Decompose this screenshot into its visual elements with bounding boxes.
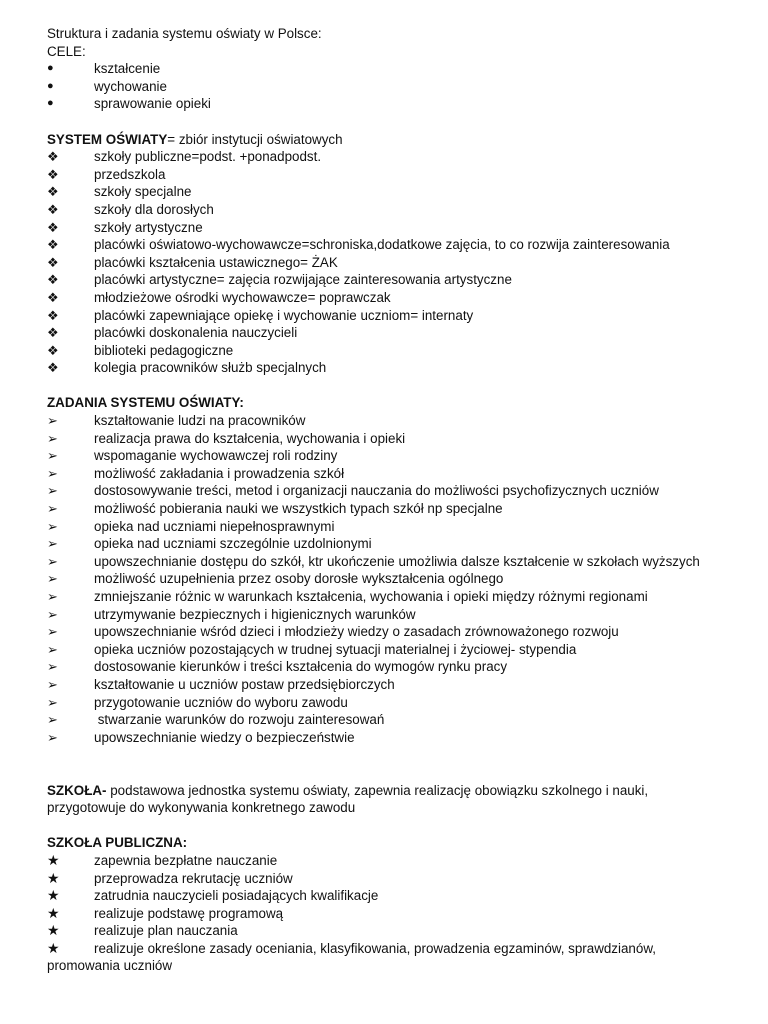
list-item (47, 148, 759, 166)
szkola-publiczna-list (47, 852, 759, 975)
arrow-bullet-icon: ➢ (47, 413, 58, 429)
list-item (47, 870, 759, 888)
list-item (47, 535, 759, 553)
document-page (47, 25, 759, 975)
list-item-text: szkoły artystyczne (94, 219, 203, 235)
list-item (47, 465, 759, 483)
list-item (47, 166, 759, 184)
arrow-bullet-icon: ➢ (47, 589, 58, 604)
star-bullet-icon: ★ (47, 851, 60, 868)
list-item-continuation: promowania uczniów (47, 958, 173, 974)
list-item (47, 307, 759, 325)
list-item (47, 606, 759, 624)
zadania-heading: ZADANIA SYSTEMU OŚWIATY: (47, 395, 244, 411)
list-item-text: przygotowanie uczniów do wyboru zawodu (94, 694, 348, 710)
list-item (47, 588, 759, 606)
system-list (47, 148, 759, 377)
diamond-bullet-icon: ❖ (47, 272, 59, 288)
system-heading-definition: = zbiór instytucji oświatowych (167, 131, 343, 147)
list-item-text: zapewnia bezpłatne nauczanie (94, 852, 278, 868)
list-item-text: przeprowadza rekrutację uczniów (94, 870, 293, 886)
list-item-text: sprawowanie opieki (94, 96, 211, 112)
list-item-text: kolegia pracowników służb specjalnych (94, 360, 327, 376)
list-item (47, 641, 759, 659)
system-heading (47, 131, 759, 149)
list-item (47, 254, 759, 272)
system-heading-term: SYSTEM OŚWIATY (47, 131, 168, 147)
list-item (47, 289, 759, 307)
list-item (47, 694, 759, 712)
list-item (47, 905, 759, 923)
list-item-text: placówki zapewniające opiekę i wychowanie uczniom= internaty (94, 307, 474, 323)
list-item-text: zatrudnia nauczycieli posiadających kwalifikacje (94, 888, 379, 904)
diamond-bullet-icon: ❖ (47, 201, 59, 217)
list-item-text: dostosowanie kierunków i treści kształcenia do wymogów rynku pracy (94, 659, 508, 675)
diamond-bullet-icon: ❖ (47, 360, 59, 376)
list-item-text: realizuje podstawę programową (94, 905, 284, 921)
list-item-text: możliwość pobierania nauki we wszystkich typach szkół np specjalne (94, 501, 503, 517)
list-item-text: biblioteki pedagogiczne (94, 342, 234, 358)
list-item (47, 711, 759, 729)
list-item-text: placówki kształcenia ustawicznego= ŻAK (94, 254, 338, 270)
arrow-bullet-icon: ➢ (47, 729, 58, 745)
arrow-bullet-icon: ➢ (47, 571, 58, 587)
list-item-text: realizacja prawa do kształcenia, wychowania i opieki (94, 430, 406, 446)
circle-bullet-icon: ● (47, 79, 54, 92)
list-item (47, 78, 759, 96)
list-item (47, 500, 759, 518)
list-item (47, 729, 759, 747)
circle-bullet-icon: ● (47, 62, 54, 75)
arrow-bullet-icon: ➢ (47, 448, 58, 464)
star-bullet-icon: ★ (47, 904, 60, 921)
list-item-text: kształtowanie u uczniów postaw przedsiębiorczych (94, 676, 395, 692)
list-item-text: kształtowanie ludzi na pracowników (94, 413, 306, 429)
diamond-bullet-icon: ❖ (47, 184, 59, 200)
diamond-bullet-icon: ❖ (47, 166, 59, 182)
list-item-text: opieka nad uczniami niepełnosprawnymi (94, 518, 335, 534)
diamond-bullet-icon: ❖ (47, 237, 59, 253)
star-bullet-icon: ★ (47, 869, 60, 886)
list-item-text: utrzymywanie bezpiecznych i higienicznych warunków (94, 606, 416, 622)
list-item (47, 183, 759, 201)
circle-bullet-icon: ● (47, 97, 54, 110)
arrow-bullet-icon: ➢ (47, 518, 58, 534)
list-item-text: placówki oświatowo-wychowawcze=schroniska,dodatkowe zajęcia, to co rozwija zainteresowania (94, 237, 670, 253)
list-item-text: zmniejszanie różnic w warunkach kształcenia, wychowania i opieki między różnymi regionami (94, 589, 648, 604)
diamond-bullet-icon: ❖ (47, 254, 59, 270)
list-item (47, 342, 759, 360)
list-item-text: przedszkola (94, 166, 166, 182)
zadania-list (47, 412, 759, 746)
diamond-bullet-icon: ❖ (47, 342, 59, 358)
arrow-bullet-icon: ➢ (47, 465, 58, 481)
list-item (47, 570, 759, 588)
arrow-bullet-icon: ➢ (47, 501, 58, 517)
list-item-text: szkoły publiczne=podst. +ponadpodst. (94, 149, 322, 165)
list-item-text: upowszechnianie wiedzy o bezpieczeństwie (94, 729, 355, 745)
szkola-definition-line2: przygotowuje do wykonywania konkretnego zawodu (47, 800, 356, 816)
list-item-text: wychowanie (94, 78, 167, 94)
arrow-bullet-icon: ➢ (47, 641, 58, 657)
arrow-bullet-icon: ➢ (47, 606, 58, 622)
arrow-bullet-icon: ➢ (47, 624, 58, 640)
cele-list (47, 60, 759, 113)
diamond-bullet-icon: ❖ (47, 219, 59, 235)
arrow-bullet-icon: ➢ (47, 712, 58, 728)
list-item-text: placówki artystyczne= zajęcia rozwijające zainteresowania artystyczne (94, 272, 512, 288)
arrow-bullet-icon: ➢ (47, 694, 58, 710)
list-item (47, 60, 759, 78)
list-item-text: opieka uczniów pozostających w trudnej sytuacji materialnej i życiowej- stypendia (94, 641, 577, 657)
arrow-bullet-icon: ➢ (47, 430, 58, 446)
arrow-bullet-icon: ➢ (47, 676, 58, 692)
star-bullet-icon: ★ (47, 922, 60, 939)
list-item (47, 922, 759, 940)
diamond-bullet-icon: ❖ (47, 289, 59, 305)
list-item (47, 412, 759, 430)
list-item (47, 430, 759, 448)
list-item (47, 553, 759, 571)
list-item-text: stwarzanie warunków do rozwoju zainteresowań (94, 712, 385, 728)
list-item (47, 623, 759, 641)
list-item-text: kształcenie (94, 61, 161, 77)
szkola-definition (47, 782, 759, 817)
list-item (47, 219, 759, 237)
list-item (47, 852, 759, 870)
arrow-bullet-icon: ➢ (47, 536, 58, 552)
list-item (47, 887, 759, 905)
list-item-text: opieka nad uczniami szczególnie uzdolnionymi (94, 536, 372, 552)
list-item (47, 940, 759, 958)
list-item-text: realizuje określone zasady oceniania, klasyfikowania, prowadzenia egzaminów, sprawdzianów, (94, 940, 656, 956)
list-item-text: możliwość zakładania i prowadzenia szkół (94, 465, 345, 481)
cele-heading: CELE: (47, 43, 86, 59)
list-item-text: upowszechnianie wśród dzieci i młodzieży wiedzy o zasadach zrównoważonego rozwoju (94, 624, 619, 640)
list-item (47, 271, 759, 289)
list-item-text: młodzieżowe ośrodki wychowawcze= poprawczak (94, 289, 391, 305)
list-item-text: wspomaganie wychowawczej roli rodziny (94, 448, 338, 464)
diamond-bullet-icon: ❖ (47, 325, 59, 341)
list-item (47, 482, 759, 500)
star-bullet-icon: ★ (47, 939, 60, 956)
list-item (47, 201, 759, 219)
list-item (47, 676, 759, 694)
list-item-text: realizuje plan nauczania (94, 923, 238, 939)
list-item-text: placówki doskonalenia nauczycieli (94, 325, 298, 341)
list-item-text: możliwość uzupełnienia przez osoby dorosłe wykształcenia ogólnego (94, 571, 504, 587)
arrow-bullet-icon: ➢ (47, 659, 58, 675)
list-item (47, 447, 759, 465)
diamond-bullet-icon: ❖ (47, 307, 59, 323)
list-item (47, 359, 759, 377)
document-title: Struktura i zadania systemu oświaty w Polsce: (47, 26, 322, 41)
arrow-bullet-icon: ➢ (47, 553, 58, 569)
list-item (47, 95, 759, 113)
list-item (47, 658, 759, 676)
list-item-text: szkoły dla dorosłych (94, 201, 214, 217)
arrow-bullet-icon: ➢ (47, 483, 58, 499)
list-item-text: dostosowywanie treści, metod i organizacji nauczania do możliwości psychofizycznych uczniów (94, 483, 659, 499)
star-bullet-icon: ★ (47, 887, 60, 904)
szkola-publiczna-heading: SZKOŁA PUBLICZNA: (47, 835, 188, 851)
szkola-definition-line1: podstawowa jednostka systemu oświaty, zapewnia realizację obowiązku szkolnego i nauki, (106, 782, 649, 798)
list-item (47, 324, 759, 342)
list-item (47, 518, 759, 536)
diamond-bullet-icon: ❖ (47, 149, 59, 165)
list-item-text: szkoły specjalne (94, 184, 192, 200)
list-item (47, 236, 759, 254)
szkola-term: SZKOŁA- (47, 782, 107, 798)
list-item-text: upowszechnianie dostępu do szkół, ktr ukończenie umożliwia dalsze kształcenie w szkołach wyższych (94, 553, 700, 569)
